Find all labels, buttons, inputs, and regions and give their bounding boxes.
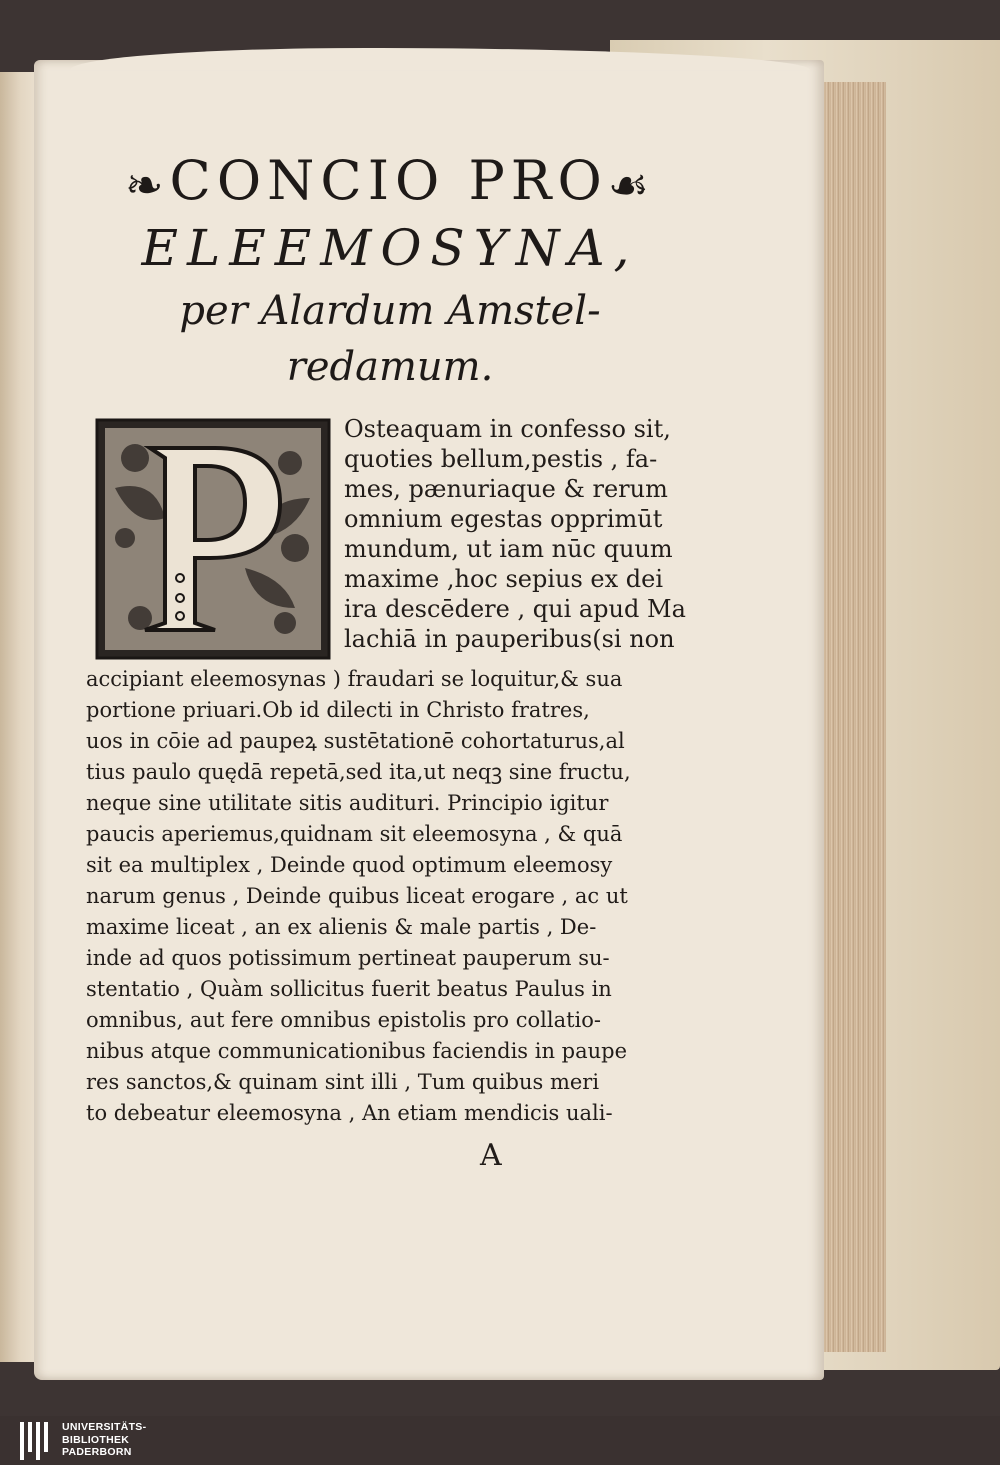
title-block (80, 150, 700, 396)
body-line: maxime liceat , an ex alienis & male partis , De- (86, 915, 597, 939)
footer-bar (0, 1416, 1000, 1465)
title-line-2: ELEEMOSYNA, (141, 219, 639, 277)
title-main: CONCIO PRO (169, 149, 608, 212)
body-line: to debeatur eleemosyna , An etiam mendicis uali- (86, 1101, 613, 1125)
body-line: uos in cōie ad paupeꝝ sustētationē cohortaturus,al (86, 729, 625, 753)
body-line: mundum, ut iam nūc quum (344, 535, 673, 563)
body-line: neque sine utilitate sitis audituri. Principio igitur (86, 791, 609, 815)
body-line: maxime ,hoc sepius ex dei (344, 565, 664, 593)
fleuron-right-icon: ☙ (607, 158, 655, 212)
body-line: narum genus , Deinde quibus liceat erogare , ac ut (86, 884, 628, 908)
body-line: accipiant eleemosynas ) fraudari se loquitur,& sua (86, 667, 623, 691)
body-line: lachiā in pauperibus(si non (344, 625, 675, 653)
decorated-initial-p (95, 418, 331, 660)
body-line: portione priuari.Ob id dilecti in Christo fratres, (86, 698, 590, 722)
library-name-line-3: PADERBORN (62, 1446, 132, 1458)
body-line: inde ad quos potissimum pertineat pauperum su- (86, 946, 610, 970)
fleuron-left-icon: ❧ (125, 158, 170, 212)
body-line: res sanctos,& quinam sint illi , Tum quibus meri (86, 1070, 600, 1094)
signature-mark: A (480, 1138, 502, 1173)
body-line: ira descēdere , qui apud Ma (344, 595, 686, 623)
body-line: stentatio , Quàm sollicitus fuerit beatus Paulus in (86, 977, 612, 1001)
body-line: paucis aperiemus,quidnam sit eleemosyna , & quā (86, 822, 623, 846)
body-line: sit ea multiplex , Deinde quod optimum eleemosy (86, 853, 613, 877)
title-line-3: per Alardum Amstel- (179, 288, 601, 334)
page-block-edges (818, 82, 886, 1352)
body-line: quoties bellum,pestis , fa- (344, 445, 658, 473)
library-logo-icon (20, 1422, 56, 1460)
library-name (62, 1421, 146, 1459)
library-name-line-1: UNIVERSITÄTS- (62, 1421, 147, 1433)
body-line: Osteaquam in confesso sit, (344, 415, 671, 443)
body-line: mes, pænuriaque & rerum (344, 475, 668, 503)
body-line: omnibus, aut fere omnibus epistolis pro collatio- (86, 1008, 601, 1032)
library-name-line-2: BIBLIOTHEK (62, 1433, 130, 1446)
title-line-1 (80, 150, 700, 216)
body-line: nibus atque communicationibus faciendis in paupe (86, 1039, 628, 1063)
title-line-4: redamum. (286, 344, 494, 390)
body-line: tius paulo quędā repetā,sed ita,ut neqꝫ sine fructu, (86, 760, 631, 784)
body-line: omnium egestas opprimūt (344, 505, 663, 533)
